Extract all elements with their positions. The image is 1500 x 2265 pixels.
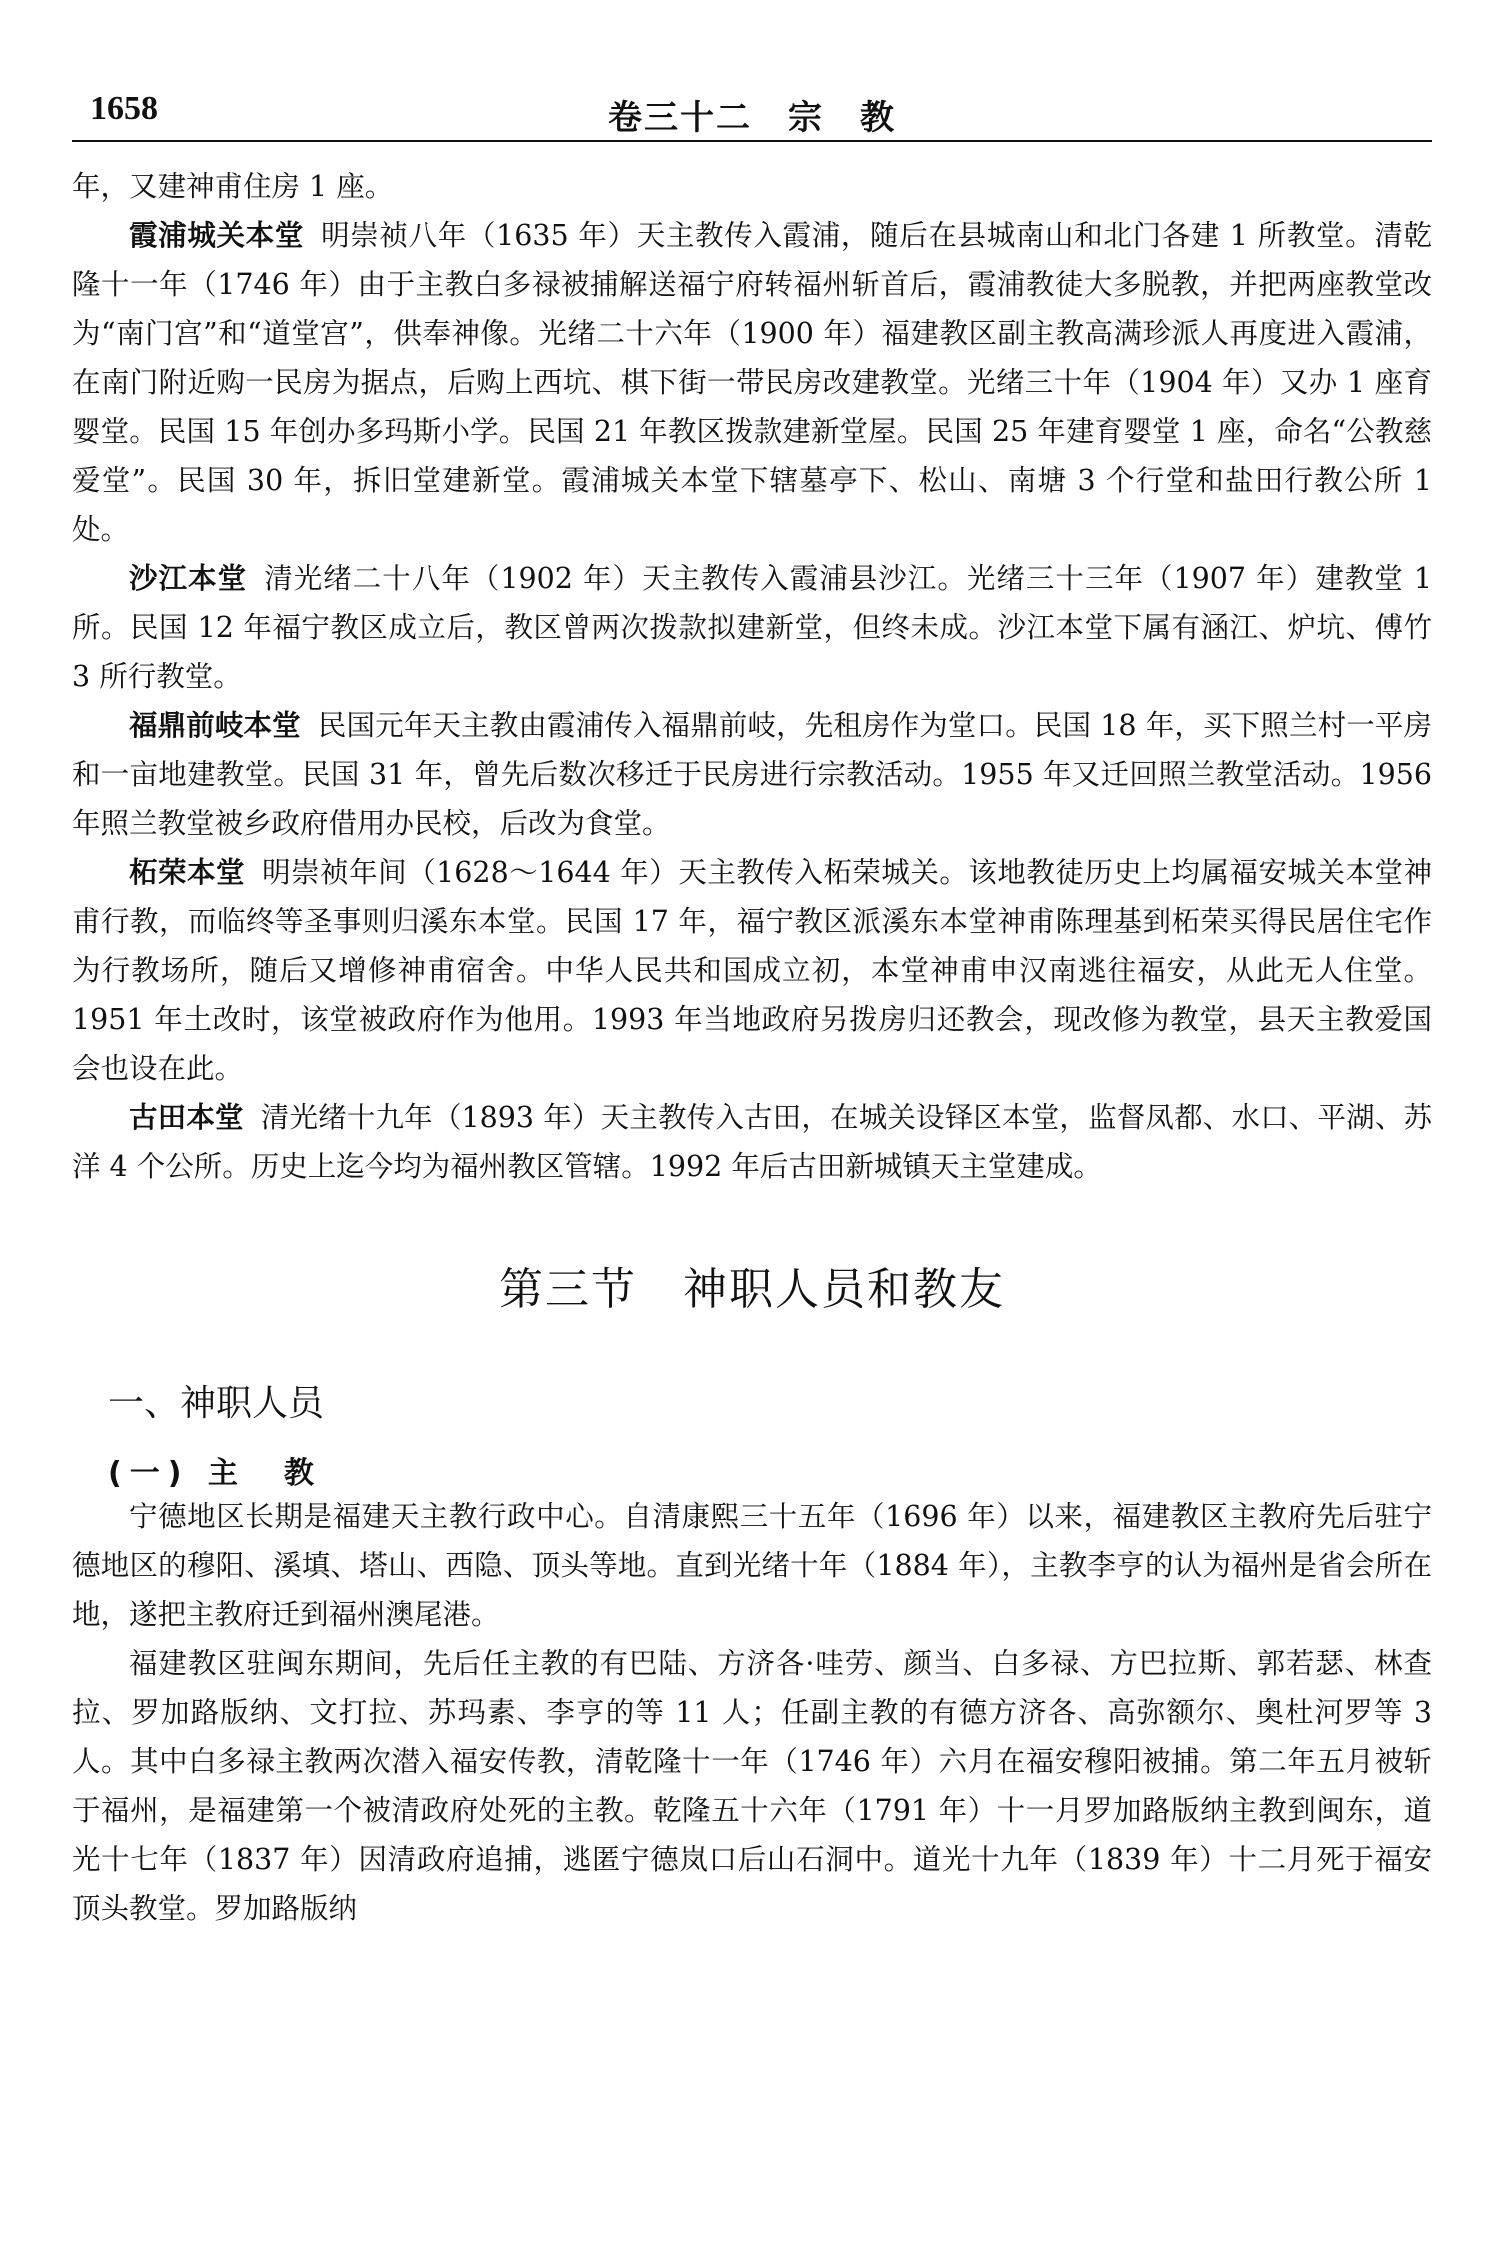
- sub-subsection-heading: (一) 主 教: [108, 1456, 322, 1491]
- section-title: 第三节 神职人员和教友: [499, 1264, 1005, 1315]
- paragraph-text: 清光绪二十八年（1902 年）天主教传入霞浦县沙江。光绪三十三年（1907 年）建教堂 1 所。民国 12 年福宁教区成立后，教区曾两次拨款拟建新堂，但终未成。沙江本堂下属有涵江、炉坑、傅竹 3 所行教堂。: [72, 562, 1432, 693]
- paragraph-xiapu: [72, 211, 1432, 554]
- paragraph: [72, 162, 1432, 211]
- paragraph-lead: 古田本堂: [129, 1101, 244, 1134]
- paragraph-lead: 柘荣本堂: [129, 856, 246, 889]
- page-header: [72, 80, 1432, 142]
- paragraph-zherong: [72, 848, 1432, 1093]
- page-content: [72, 162, 1432, 1933]
- paragraph-lead: 福鼎前岐本堂: [129, 709, 301, 742]
- paragraph: 福建教区驻闽东期间，先后任主教的有巴陆、方济各·哇劳、颜当、白多禄、方巴拉斯、郭若瑟、林查拉、罗加路版纳、文打拉、苏玛素、李亨的等 11 人；任副主教的有德方济各、高弥额尔、奥杜河罗等 3 人。其中白多禄主教两次潜入福安传教，清乾隆十一年（1746 年）六月在福安穆阳被捕。第二年五月被斩于福州，是福建第一个被清政府处死的主教。乾隆五十六年（1791 年）十一月罗加路版纳主教到闽东，道光十七年（1837 年）因清政府追捕，逃匿宁德岚口后山石洞中。道光十九年（1839 年）十二月死于福安顶头教堂。罗加路版纳: [72, 1647, 1432, 1925]
- page-number: 1658: [90, 90, 158, 127]
- paragraph-lead: 沙江本堂: [129, 562, 248, 595]
- paragraph-text: 明崇祯八年（1635 年）天主教传入霞浦，随后在县城南山和北门各建 1 所教堂。清乾隆十一年（1746 年）由于主教白多禄被捕解送福宁府转福州斩首后，霞浦教徒大多脱教，并把两座教堂改为“南门宫”和“道堂宫”，供奉神像。光绪二十六年（1900 年）福建教区副主教高满珍派人再度进入霞浦，在南门附近购一民房为据点，后购上西坑、棋下街一带民房改建教堂。光绪三十年（1904 年）又办 1 座育婴堂。民国 15 年创办多玛斯小学。民国 21 年教区拨款建新堂屋。民国 25 年建育婴堂 1 座，命名“公教慈爱堂”。民国 30 年，拆旧堂建新堂。霞浦城关本堂下辖墓亭下、松山、南塘 3 个行堂和盐田行教公所 1 处。: [72, 219, 1432, 546]
- paragraph-text: 明崇祯年间（1628～1644 年）天主教传入柘荣城关。该地教徒历史上均属福安城关本堂神甫行教，而临终等圣事则归溪东本堂。民国 17 年，福宁教区派溪东本堂神甫陈理基到柘荣买得民居住宅作为行教场所，随后又增修神甫宿舍。中华人民共和国成立初，本堂神甫申汉南逃往福安，从此无人住堂。1951 年土改时，该堂被政府作为他用。1993 年当地政府另拨房归还教会，现改修为教堂，县天主教爱国会也设在此。: [72, 856, 1432, 1085]
- paragraph-text: 年，又建神甫住房 1 座。: [72, 170, 394, 203]
- running-title: 卷三十二 宗 教: [608, 98, 896, 138]
- paragraph-shajiang: [72, 554, 1432, 701]
- paragraph-text: 民国元年天主教由霞浦传入福鼎前岐，先租房作为堂口。民国 18 年，买下照兰村一平房和一亩地建教堂。民国 31 年，曾先后数次移迁于民房进行宗教活动。1955 年又迁回照兰教堂活动。1956 年照兰教堂被乡政府借用办民校，后改为食堂。: [72, 709, 1432, 840]
- paragraph-text: 清光绪十九年（1893 年）天主教传入古田，在城关设铎区本堂，监督凤都、水口、平湖、苏洋 4 个公所。历史上迄今均为福州教区管辖。1992 年后古田新城镇天主堂建成。: [72, 1101, 1432, 1183]
- subsection-heading: 一、神职人员: [108, 1383, 325, 1424]
- paragraph-lead: 霞浦城关本堂: [129, 219, 305, 252]
- paragraph-gutian: [72, 1093, 1432, 1191]
- paragraph-qianqi: [72, 701, 1432, 848]
- paragraph: 宁德地区长期是福建天主教行政中心。自清康熙三十五年（1696 年）以来，福建教区主教府先后驻宁德地区的穆阳、溪填、塔山、西隐、顶头等地。直到光绪十年（1884 年），主教李亨的认为福州是省会所在地，遂把主教府迁到福州澳尾港。: [72, 1500, 1432, 1631]
